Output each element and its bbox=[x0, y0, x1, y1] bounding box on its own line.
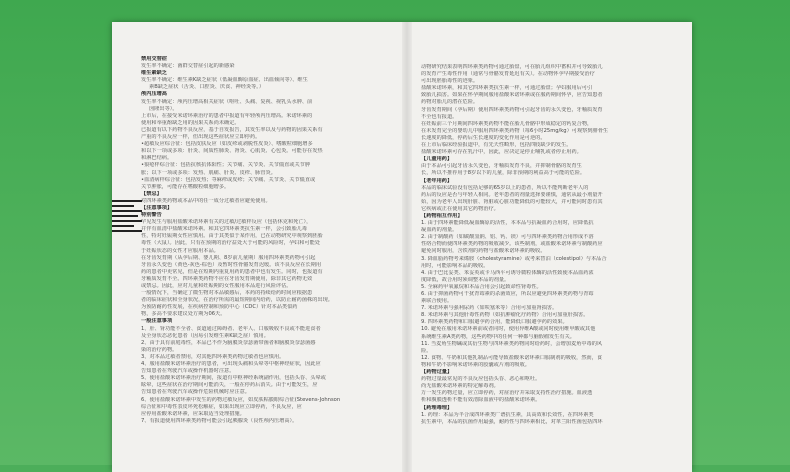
text-line: 素B缺乏症状（舌炎、口腔炎、厌食、神经炎等。） bbox=[149, 84, 265, 91]
text-line: 在牙齿发育期（从孕后期、婴儿期、8岁前儿童期）服用四环素类药物可引起 bbox=[141, 254, 316, 261]
text-line: 尚无盐酸米诺环素的特定解毒剂。 bbox=[421, 383, 499, 390]
text-line: 3、对本品过敏者禁用，对其他四环素类药物过敏者也应慎用。 bbox=[141, 353, 285, 360]
section-heading: 【药物过量】 bbox=[421, 369, 453, 376]
text-line: 的发育产生毒性作用（通常与骨骼发育延迟有关）。在动物怀孕早期接受治疗 bbox=[421, 71, 595, 78]
text-line: 由于本品可引起牙齿永久变色，牙釉质发育不良，并抑制骨骼的发育生 bbox=[421, 163, 582, 170]
text-line: 凝血药的剂量。 bbox=[421, 227, 458, 234]
text-line: 3. 降血脂药物考来烯胺（cholestyramine）或考来替泊（colestipol）与本品合 bbox=[421, 255, 607, 262]
section-heading: 维生素缺乏 bbox=[141, 70, 167, 77]
text-line: 牙齿永久变色（黄色-灰色-棕色）及暂时性骨骼发育迟缓。该不良反应在长期用 bbox=[141, 261, 322, 268]
text-line: 6、使用盐酸米诺环素中发生的药物过敏反应，如皮肤粘膜眼综合征(Stevens-Johnson bbox=[141, 396, 341, 403]
text-line: 不全也有报道。 bbox=[421, 113, 458, 120]
text-line: 4、服用盐酸米诺环素治疗的患者，可出现头痛和头晕等中枢神经症状，因此应 bbox=[141, 361, 321, 368]
text-line: 2、由于具有前庭毒性，本品已不作为脑膜炎奈瑟菌带菌者和脑膜炎奈瑟菌感 bbox=[141, 339, 316, 346]
text-line: 1. 药理：本品为半合成四环素类广谱抗生素，具高效和长效性，在四环素类 bbox=[421, 411, 594, 418]
right-column bbox=[421, 64, 673, 472]
text-line: 性，特对妊娠期女性应慎用。由于其类似于某作用，已在动物研究中观察到胚胎 bbox=[141, 233, 323, 240]
text-line: 物和牛奶不影响米诺环素的胶囊或片剂的吸收。 bbox=[421, 361, 530, 368]
text-line: 囟隆出等）。 bbox=[149, 105, 178, 112]
text-line: 发生率不确定：菌群交替症引起的新感染 bbox=[141, 63, 235, 70]
text-line: 本品的临床试验没有包括足够的65岁以上的患者，所以不能判断老年人的 bbox=[421, 184, 589, 191]
section-heading: 【儿童用药】 bbox=[421, 156, 453, 163]
text-line: 5. 全麻药甲氧氟烷和本品合用会引起致命性肾毒性。 bbox=[421, 283, 542, 290]
text-line: 8. 米诺环素与其他肝毒性药物（如抗肿瘤化疗药物）合用可加重肝损害。 bbox=[421, 312, 589, 319]
text-line: 动物研究结果表明四环素类药物可通过胎盘，可在胎儿组织中蓄积并可导致胎儿 bbox=[421, 64, 603, 70]
text-line: 牙齿发育期间（孕后期）使用四环素类药物可引起牙齿的永久变色，牙釉质发育 bbox=[421, 106, 603, 113]
text-line: 毒性（大鼠）。因此，只有在预期的治疗益处大于可能的风险时，孕妇和可能处 bbox=[141, 240, 320, 247]
text-line: 5、使用盐酸米诺环素治疗期间，报道有中枢神经系统副作用，包括头昏、头晕或 bbox=[141, 375, 326, 382]
text-line: 可出现胚胎毒性的迹象。 bbox=[421, 78, 479, 85]
text-line: 应停用盐酸米诺环素，应采取适当处理措施。 bbox=[141, 410, 245, 417]
section-heading: 颅内压增高 bbox=[141, 91, 167, 98]
section-heading: 【药理毒理】 bbox=[421, 404, 453, 411]
text-line: 罕见发生与服用盐酸米诺环素有关的过敏/过敏样反应（包括休克和死亡）， bbox=[141, 219, 312, 226]
text-line: 牙釉质发育不全。四环素类药物不应在牙齿发育期使用，除非其它药物无效 bbox=[141, 275, 313, 282]
text-line: 和以下一项或多项：肝炎、间质性肺炎、肾炎、心肌炎、心包炎。可能存在发热 bbox=[141, 148, 323, 155]
text-line: 用时，可能影响本品的吸收。 bbox=[421, 262, 489, 269]
text-line: 致胎儿损害。如果在怀孕期间服用盐酸米诺环素或在服药期间怀孕，应告知患者 bbox=[421, 92, 603, 99]
text-line: 药后的反应是否与年轻人相同。老年患者的剂量选择要谨慎，通常从最小剂量开 bbox=[421, 191, 603, 198]
left-column bbox=[141, 56, 393, 472]
text-line: 7、有报道使用四环素类药物可能会引起胰腺炎（良性颅内压增高）。 bbox=[141, 417, 298, 424]
text-line: 于妊娠状态的女性才应服用本品。 bbox=[141, 247, 219, 254]
leaflet-page bbox=[112, 22, 692, 472]
text-line: 12. 食物、牛奶和其他乳制品可能导致盐酸米诺环素口服制剂的吸收，然而，食 bbox=[421, 354, 603, 361]
text-line: 使用和举重酚缺乏用的因果关系尚未确定。 bbox=[141, 119, 240, 126]
text-line: •超敏反应综合征：包括皮肤反应（如皮疹或剥脱性皮炎）、嗜酸粒细胞增多 bbox=[141, 141, 313, 148]
text-line: 1. 由于四环素能降低凝血酶原的活性，本本品与抗凝血药合用时，应降低抗 bbox=[421, 220, 594, 227]
text-line: 2. 由于制酸药（如碳酸氢钠、铝、钙、镁）可与四环素类药物合用形成不溶 bbox=[421, 234, 594, 241]
text-line: 始，因为老年人出现肝脏、肾脏或心脏功能降低的可能较大，并可能同时患有其 bbox=[421, 198, 603, 205]
text-line: 上市后，在接受米诺环素治疗的患者中报道有年轻颅内压增高。米诺环素的 bbox=[141, 112, 313, 119]
text-line: 它疾病或正在使用其它药物治疗。 bbox=[421, 205, 499, 212]
text-line: 一般情况下，当确定了微生物对本品敏感后，本药的持续给药时间应根据患 bbox=[141, 290, 313, 297]
text-line: 长，所以不推荐用于8岁以下的儿童，除非预期的利益高于可能的危险。 bbox=[421, 170, 586, 177]
text-line: 险。 bbox=[421, 347, 432, 354]
text-line: 9. 四环素类药物和口服避孕药合用，能降低口服避孕药的效果。 bbox=[421, 319, 568, 326]
text-line: 关节肿胀，可能存在嗜酸粒细胞增多。 bbox=[141, 183, 230, 190]
text-line: 在妊娠前三个月期间四环素类药物不能在胎儿骨骼中形成稳定的钙复合物， bbox=[421, 120, 593, 127]
section-heading: 【老年用药】 bbox=[421, 177, 453, 184]
text-line: 及全身状态恶化患者（因易引发维生素K缺乏症）慎用。 bbox=[141, 332, 269, 339]
section-heading: 【注意事项】 bbox=[141, 204, 173, 211]
text-line: 药物对胎儿的潜在危险。 bbox=[421, 99, 479, 106]
section-heading: 【药物相互作用】 bbox=[421, 212, 463, 219]
text-line: 或禁忌。因此，应对儿童和妊娠期的女性服用本品进行风险评估。 bbox=[141, 283, 292, 289]
text-line: 1、肝、肾功能不全者、食道通过障碍者、老年人、口服吸收不良或不能进食者 bbox=[141, 325, 321, 332]
text-line: 产重的不良反应一样，但出现这些症状应立即停药。 bbox=[141, 134, 261, 141]
text-line: 胀；以下一项或多项：发热、肌痛、肝炎、皮疹、脉管炎。 bbox=[141, 169, 276, 176]
text-line: 长速度的降低，停药后生长速度的变化作用是可逆的。 bbox=[421, 134, 546, 141]
text-line: 发生率不确定：颅内压增高相关症状（呕吐、头痛、复视、视乳头水肿、前 bbox=[141, 98, 313, 105]
text-line: 综合征和中毒性表皮坏死松解症，如果出现应立即停药，不良反应，应 bbox=[141, 403, 302, 410]
text-line: 为预防耐药性发展，在疾病控制和预防中心（CDC）针对本品类似药 bbox=[141, 304, 298, 311]
text-line: 6. 由于抑菌药物可干扰青霉素的杀菌效应，所以应避免四环素类药物与青霉 bbox=[421, 291, 594, 297]
text-line: 11. 当麦角生物碱或其衍生物与四环素类药物同时给药时，会增加麦角中毒的风 bbox=[421, 340, 603, 347]
text-line: 对四环素类药物或本品中的任一成分过敏者应避免使用。 bbox=[141, 197, 271, 204]
text-line: 并伴有血清中盐酸米诺环素。和其它四环素类抗生素一样，会引致胎儿毒 bbox=[141, 226, 308, 233]
text-line: 在上市后临床经验报道中，有先天性畸形，包括四肢缺少的发生。 bbox=[421, 142, 572, 149]
text-line: 抗生素中，本品的抗菌作用最强，耐药性与四环素相比，对革兰阳性菌包括四环 bbox=[421, 418, 603, 425]
text-line: 眩晕，这些症状在治疗期间可能消失，一般在停药后消失。由于可能发生，应 bbox=[141, 382, 318, 389]
text-line: 系统维生素A类药物，这些药物中的任何一种都与脑假瘤发生有关。 bbox=[421, 333, 575, 340]
text-line: 物，多高不要求建议处方期为06天。 bbox=[141, 311, 226, 318]
section-heading: 一般注意事项 bbox=[141, 318, 173, 325]
text-line: 万一发生药物过量，应立即停药，对症治疗并采取支持性治疗措施。血液透 bbox=[421, 390, 593, 397]
text-line: 析和腹膜透析不能有效清除血液中的盐酸米诺环素。 bbox=[421, 397, 541, 404]
text-line: 性络合物而使四环素类药物的吸收减少。该些制剂，或盐酸米诺环素与制酸药应 bbox=[421, 241, 603, 248]
barcode-marks bbox=[112, 200, 142, 240]
section-heading: 特别警告 bbox=[141, 212, 162, 219]
text-line: 告知患者在驾驶汽车或操作机器时注意。 bbox=[141, 368, 235, 375]
page-fold bbox=[402, 22, 412, 472]
text-line: 和淋巴结病。 bbox=[141, 155, 173, 162]
text-line: 在未发育完全的婴幼儿中服用四环素类药物（每6小时25mg/kg）可观察到腓骨生 bbox=[421, 127, 609, 134]
text-line: 告知患者在驾驶汽车或操作危险机械时应注意。 bbox=[141, 389, 250, 396]
text-line: 7. 米诺环素与强利尿药（如呋塞米等）合用可加重肾损害。 bbox=[421, 305, 558, 312]
text-line: 4. 由于巴比妥类、苯妥英或卡马西平可诱导微粒体酶的活性致使本品血药浓 bbox=[421, 269, 594, 276]
text-line: 药的患者中更常见，但是在短期内重复用药的患者中也有发生。同时，也报道有 bbox=[141, 268, 323, 275]
text-line: •血清病样综合征：包括发热；荨麻疹或皮疹；关节痛、关节炎、关节僵直或 bbox=[141, 176, 316, 183]
text-line: 度降低，故合用时须调整本品的剂量。 bbox=[421, 276, 510, 283]
text-line: •狼疮样综合征：包括抗核抗体阳性；关节痛、关节炎、关节僵直或关节肿 bbox=[141, 162, 311, 169]
text-line: 者的临床症状和全身状况，在治疗所需的最短期间内给药，以防止耐药菌株的出现。 bbox=[141, 297, 333, 304]
text-line: 染的治疗药物。 bbox=[141, 346, 178, 353]
text-line: 盐酸米诺环素可存在乳汁中，因此，应决定是停止哺乳或者停止用药。 bbox=[421, 149, 582, 156]
text-line: 10. 避免在服用米诺环素前或者同时，使用异维A酸或同时使用维甲酸或其他 bbox=[421, 326, 596, 333]
text-line: 避免同时服用，含铁剂的药物与盐酸米诺环素的吸收。 bbox=[421, 248, 546, 255]
text-line: 盐酸米诺环素，和其它四环素类抗生素一样，可通过胎盘；孕妇服用后可引 bbox=[421, 85, 593, 92]
text-line: 已报道有以下药物不良反应，基于自发报告，其发生率以及与药物的因果关系有 bbox=[141, 126, 323, 133]
text-line: 发生率不确定：维生素K缺乏症状（低凝血酶原血症、出血倾向等）、维生 bbox=[141, 77, 308, 84]
text-line: 药物过量最常见的不良反应包括头昏、恶心和呕吐。 bbox=[421, 376, 541, 383]
text-line: 素联合使用。 bbox=[421, 298, 453, 305]
section-heading: 禁用交替症 bbox=[141, 56, 167, 62]
section-heading: 【禁忌】 bbox=[141, 190, 162, 197]
